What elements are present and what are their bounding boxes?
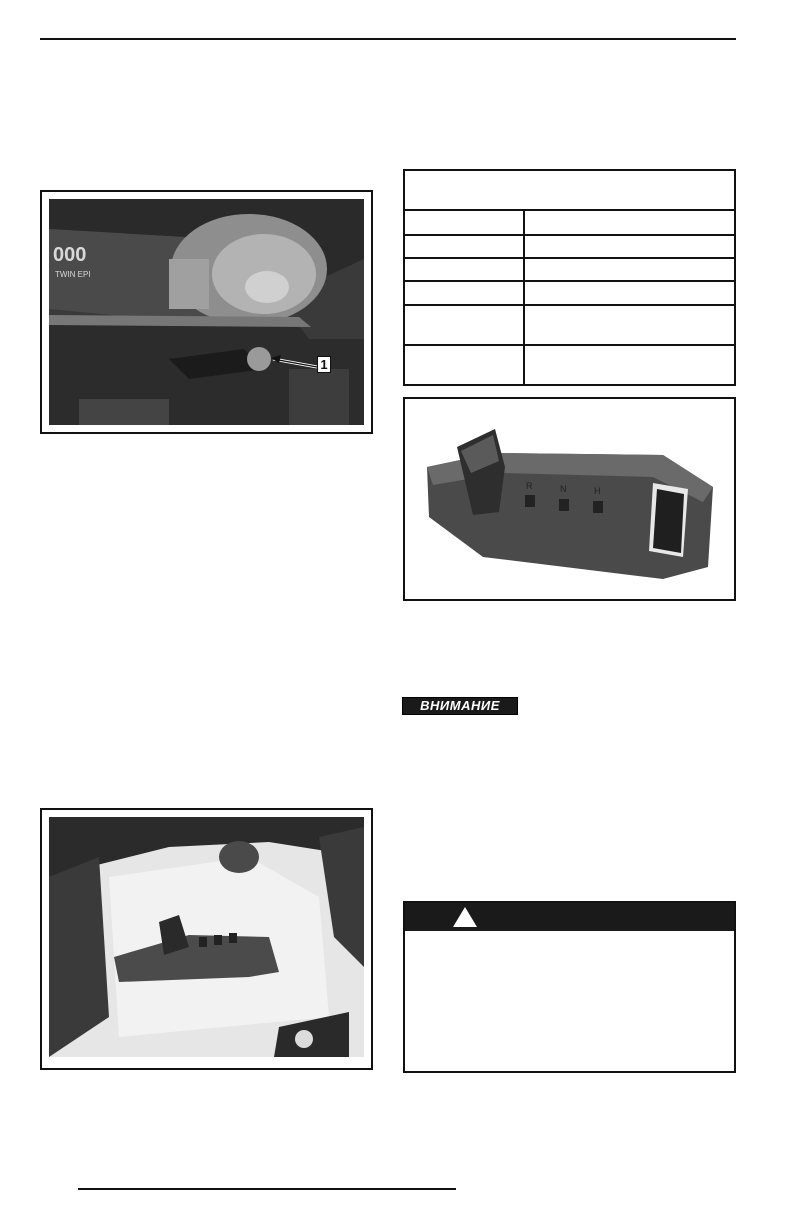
header-rule xyxy=(40,38,736,40)
spec-table-row xyxy=(405,306,734,346)
shift-lever-photo xyxy=(413,407,726,591)
spec-table xyxy=(403,169,736,386)
figure-shift-lever xyxy=(403,397,736,601)
warning-bar xyxy=(405,903,734,931)
spec-table-row xyxy=(405,236,734,259)
footer-rule xyxy=(78,1188,456,1190)
engine-badge-text: 000 xyxy=(53,244,87,266)
gate-mark-n: N xyxy=(560,484,567,494)
figure-shifter-console xyxy=(40,808,373,1070)
spec-table-row xyxy=(405,282,734,306)
spec-table-row xyxy=(405,259,734,282)
gate-mark-r: R xyxy=(526,481,533,491)
engine-photo xyxy=(49,199,364,425)
gate-mark-h: H xyxy=(594,486,601,496)
callout-1: 1 xyxy=(317,356,331,373)
figure-engine xyxy=(40,190,373,434)
shifter-console-photo xyxy=(49,817,364,1057)
spec-table-header xyxy=(405,171,734,211)
caution-label: ВНИМАНИЕ xyxy=(402,697,518,715)
warning-box xyxy=(403,901,736,1073)
warning-triangle-icon xyxy=(452,906,478,928)
spec-table-row xyxy=(405,211,734,236)
spec-table-row xyxy=(405,346,734,384)
engine-badge-sub: TWIN EPI xyxy=(55,270,91,279)
